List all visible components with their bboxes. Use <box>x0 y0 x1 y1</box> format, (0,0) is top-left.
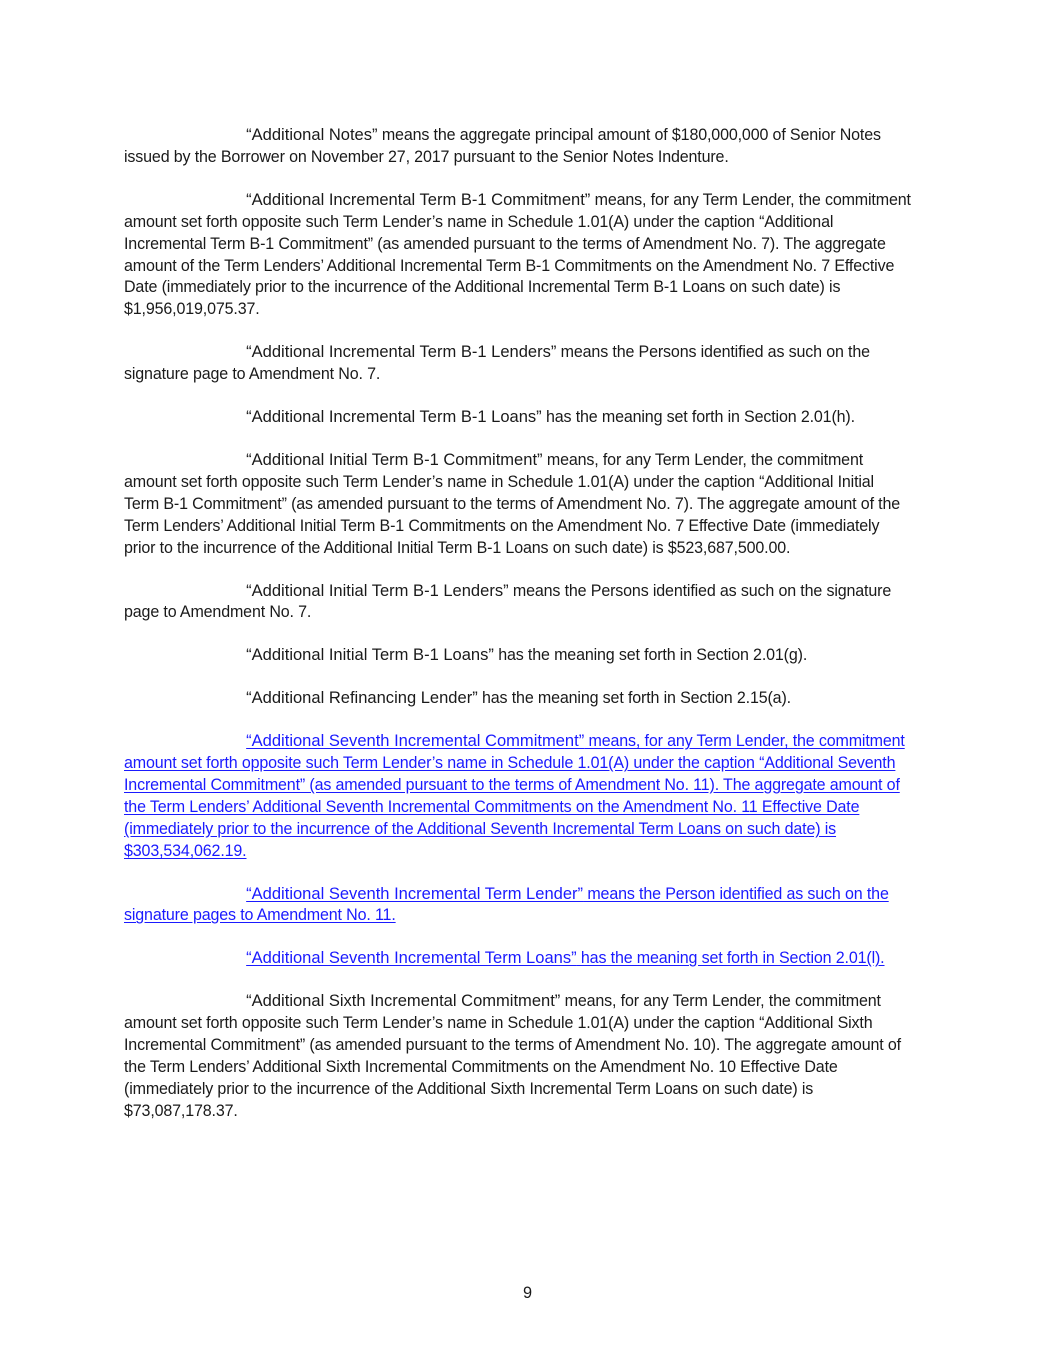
defined-term: “Additional Incremental Term B-1 Commitment” <box>246 189 591 209</box>
definition-text: means the Persons identified as such on the signature page to Amendment No. 7. <box>124 343 870 384</box>
definition-paragraph <box>124 189 912 321</box>
definition-text: means, for any Term Lender, the commitment amount set forth opposite such Term Lender’s name in Schedule 1.01(A) under the caption “Additional Sixth Incremental Commitment” (as amended pursuant to the terms of Amendment No. 10). The aggregate amount of the Term Lenders’ Additional Sixth Incremental Commitments on the Amendment No. 10 Effective Date (immediately prior to the incurrence of the Additional Sixth Incremental Term Loans on such date) is $73,087,178.37. <box>124 992 901 1120</box>
definition-paragraph <box>124 990 912 1122</box>
definition-text: has the meaning set forth in Section 2.15(a). <box>477 689 791 708</box>
definition-paragraph <box>124 644 912 667</box>
defined-term: “Additional Initial Term B-1 Commitment” <box>246 449 543 469</box>
definition-text: has the meaning set forth in Section 2.01(g). <box>493 646 808 665</box>
defined-term: “Additional Sixth Incremental Commitment” <box>246 991 561 1011</box>
definition-text: has the meaning set forth in Section 2.01(h). <box>541 408 855 427</box>
definition-paragraph <box>124 687 912 710</box>
defined-term: “Additional Incremental Term B-1 Loans” <box>246 407 542 427</box>
defined-term: “Additional Incremental Term B-1 Lenders” <box>246 342 557 362</box>
page-number: 9 <box>522 1284 533 1302</box>
definition-paragraph <box>124 580 912 625</box>
definition-text: means the Person identified as such on the signature pages to Amendment No. 11. <box>124 884 889 925</box>
defined-term: “Additional Seventh Incremental Term Lender” <box>246 883 584 903</box>
definition-paragraph <box>124 124 912 169</box>
definition-text: has the meaning set forth in Section 2.01(l). <box>576 949 885 968</box>
definitions-body <box>124 124 912 1143</box>
inserted-definition-paragraph <box>124 883 912 928</box>
inserted-definition-paragraph <box>124 947 912 970</box>
defined-term: “Additional Notes” <box>246 125 378 144</box>
definition-text: means, for any Term Lender, the commitment amount set forth opposite such Term Lender’s name in Schedule 1.01(A) under the caption “Additional Initial Term B-1 Commitment” (as amended pursuant to the terms of Amendment No. 7). The aggregate amount of the Term Lenders’ Additional Initial Term B-1 Commitments on the Amendment No. 7 Effective Date (immediately prior to the incurrence of the Additional Initial Term B-1 Loans on such date) is $523,687,500.00. <box>124 450 901 557</box>
inserted-definition-paragraph <box>124 730 912 862</box>
definition-paragraph <box>124 406 912 429</box>
definition-text: means, for any Term Lender, the commitment amount set forth opposite such Term Lender’s name in Schedule 1.01(A) under the caption “Additional Seventh Incremental Commitment” (as amended pursuant to the terms of Amendment No. 11). The aggregate amount of the Term Lenders’ Additional Seventh Incremental Commitments on the Amendment No. 11 Effective Date (immediately prior to the incurrence of the Additional Seventh Incremental Term Loans on such date) is $303,534,062.19. <box>124 732 905 860</box>
defined-term: “Additional Refinancing Lender” <box>246 688 478 708</box>
defined-term: “Additional Initial Term B-1 Loans” <box>246 645 494 665</box>
defined-term: “Additional Seventh Incremental Commitment” <box>246 731 585 751</box>
definition-paragraph <box>124 341 912 386</box>
definition-text: means, for any Term Lender, the commitment amount set forth opposite such Term Lender’s name in Schedule 1.01(A) under the caption “Additional Incremental Term B-1 Commitment” (as amended pursuant to the terms of Amendment No. 7). The aggregate amount of the Term Lenders’ Additional Incremental Term B-1 Commitments on the Amendment No. 7 Effective Date (immediately prior to the incurrence of the Additional Incremental Term B-1 Loans on such date) is $1,956,019,075.37. <box>124 190 911 319</box>
definition-text: means the Persons identified as such on the signature page to Amendment No. 7. <box>124 581 892 622</box>
defined-term: “Additional Seventh Incremental Term Loans” <box>246 948 577 968</box>
defined-term: “Additional Initial Term B-1 Lenders” <box>246 580 509 600</box>
definition-text: means the aggregate principal amount of $180,000,000 of Senior Notes issued by the Borrower on November 27, 2017 pursuant to the Senior Notes Indenture. <box>124 126 881 166</box>
definition-paragraph <box>124 449 912 560</box>
